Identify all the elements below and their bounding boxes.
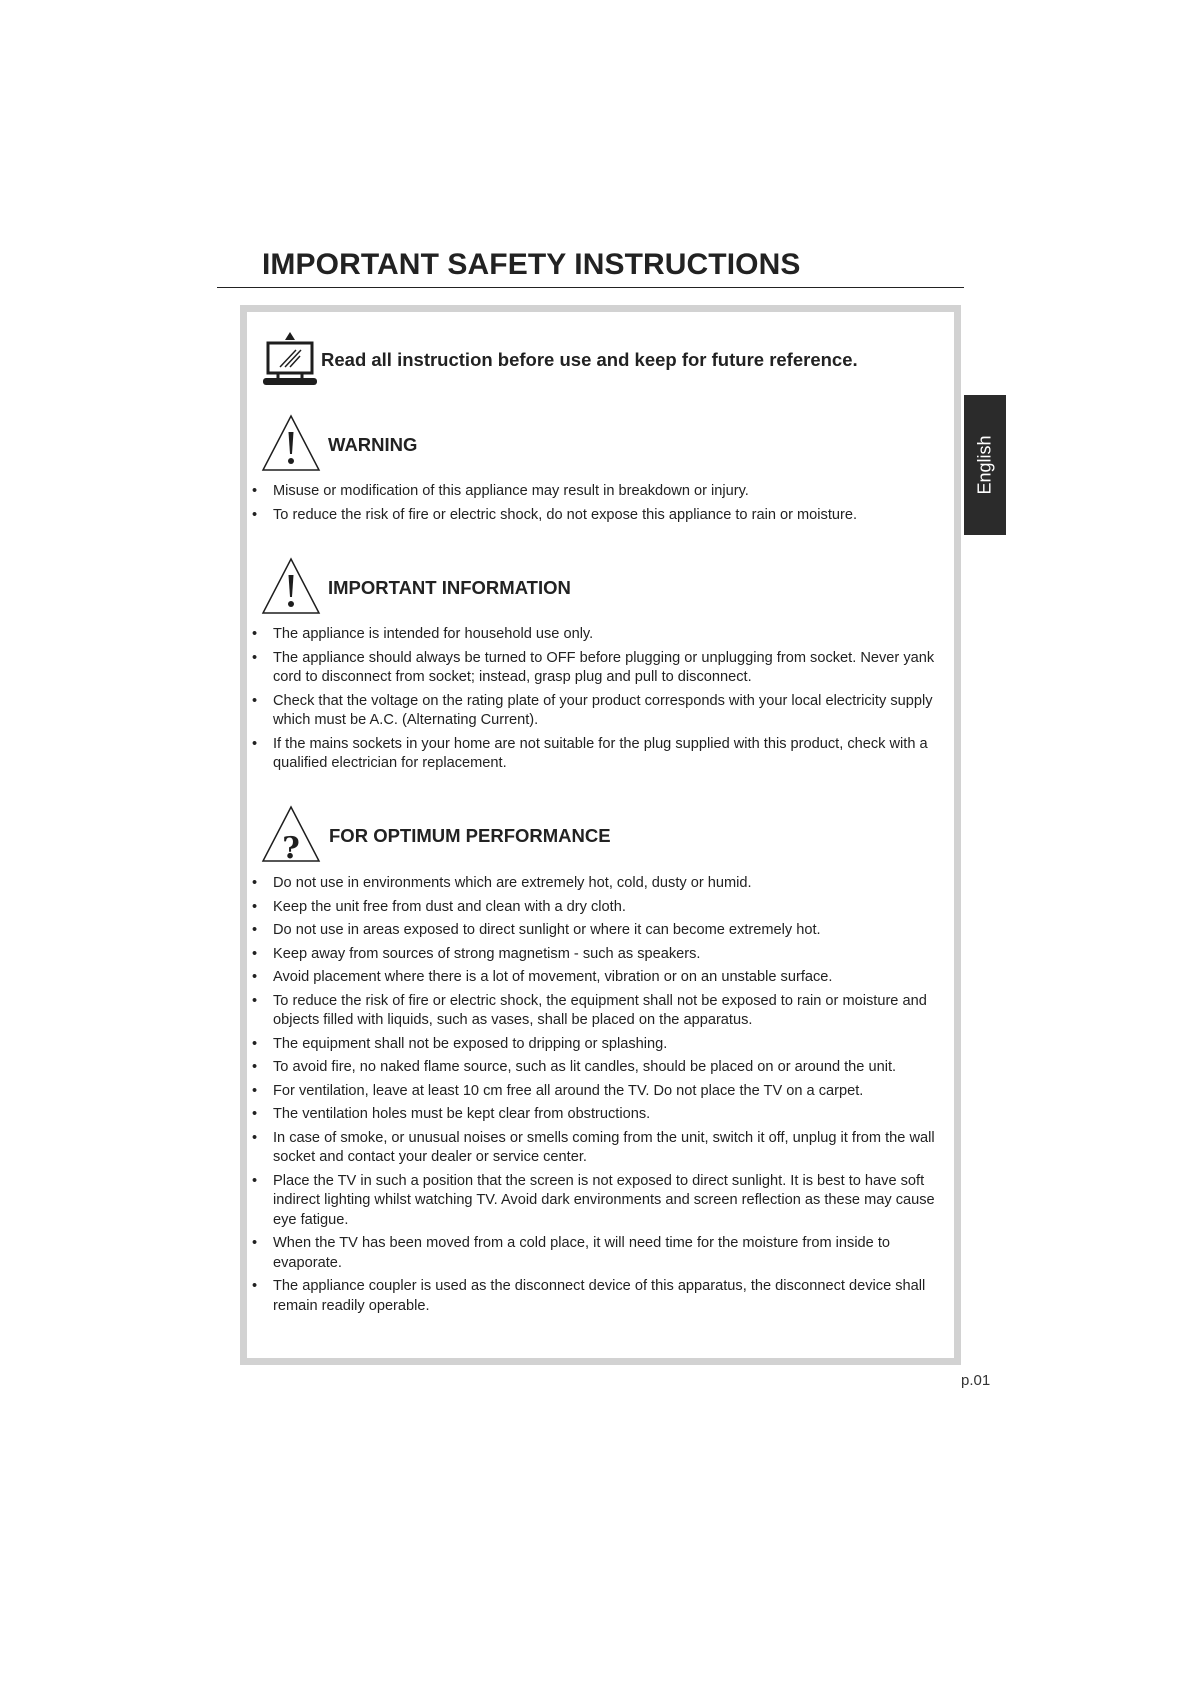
language-tab-label: English: [974, 435, 995, 495]
list-item: • Do not use in areas exposed to direct sunlight or where it can become extremely hot.: [240, 921, 950, 941]
warning-triangle-icon: [260, 557, 322, 617]
list-item: • Misuse or modification of this appliance may result in breakdown or injury.: [240, 482, 950, 502]
tv-manual-icon: [260, 330, 320, 390]
list-item: • When the TV has been moved from a cold place, it will need time for the moisture from inside to evaporate.: [240, 1234, 950, 1273]
list-item: • Check that the voltage on the rating plate of your product corresponds with your local electricity supply which must be A.C. (Alternating Current).: [240, 692, 950, 731]
list-item: • The appliance should always be turned to OFF before plugging or unplugging from socket. Never yank cord to disconnect from socket; instead, grasp plug and pull to disconnect.: [240, 649, 950, 688]
list-item: • Place the TV in such a position that the screen is not exposed to direct sunlight. It is best to have soft indirect lighting whilst watching TV. Avoid dark environments and screen reflection as these may cause eye fatigue.: [240, 1172, 950, 1231]
optimum-performance-heading: FOR OPTIMUM PERFORMANCE: [329, 825, 611, 846]
list-item: • If the mains sockets in your home are not suitable for the plug supplied with this product, check with a qualified electrician for replacement.: [240, 735, 950, 774]
title-divider: [217, 287, 964, 288]
list-item: • In case of smoke, or unusual noises or smells coming from the unit, switch it off, unplug it from the wall socket and contact your dealer or service center.: [240, 1129, 950, 1168]
optimum-performance-list: [240, 874, 950, 1320]
warning-triangle-icon: [260, 414, 322, 474]
question-triangle-icon: [260, 805, 322, 865]
list-item: • Keep away from sources of strong magnetism - such as speakers.: [240, 945, 950, 965]
list-item: • The equipment shall not be exposed to dripping or splashing.: [240, 1035, 950, 1055]
warning-list: [240, 482, 950, 529]
list-item: • The appliance is intended for household use only.: [240, 625, 950, 645]
list-item: • To reduce the risk of fire or electric shock, do not expose this appliance to rain or moisture.: [240, 506, 950, 526]
intro-text: Read all instruction before use and keep for future reference.: [321, 349, 858, 370]
list-item: • To avoid fire, no naked flame source, such as lit candles, should be placed on or around the unit.: [240, 1058, 950, 1078]
list-item: • Do not use in environments which are extremely hot, cold, dusty or humid.: [240, 874, 950, 894]
list-item: • The appliance coupler is used as the disconnect device of this apparatus, the disconnect device shall remain readily operable.: [240, 1277, 950, 1316]
page-title: IMPORTANT SAFETY INSTRUCTIONS: [262, 248, 801, 281]
important-information-list: [240, 625, 950, 778]
list-item: • Keep the unit free from dust and clean with a dry cloth.: [240, 898, 950, 918]
list-item: • To reduce the risk of fire or electric shock, the equipment shall not be exposed to rain or moisture and objects filled with liquids, such as vases, shall be placed on the apparatus.: [240, 992, 950, 1031]
language-tab: [964, 395, 1006, 535]
list-item: • The ventilation holes must be kept clear from obstructions.: [240, 1105, 950, 1125]
list-item: • Avoid placement where there is a lot of movement, vibration or on an unstable surface.: [240, 968, 950, 988]
page-number: p.01: [961, 1372, 991, 1389]
svg-text:?: ?: [282, 831, 300, 865]
warning-heading: WARNING: [328, 434, 418, 455]
list-item: • For ventilation, leave at least 10 cm free all around the TV. Do not place the TV on a carpet.: [240, 1082, 950, 1102]
important-information-heading: IMPORTANT INFORMATION: [328, 577, 571, 598]
